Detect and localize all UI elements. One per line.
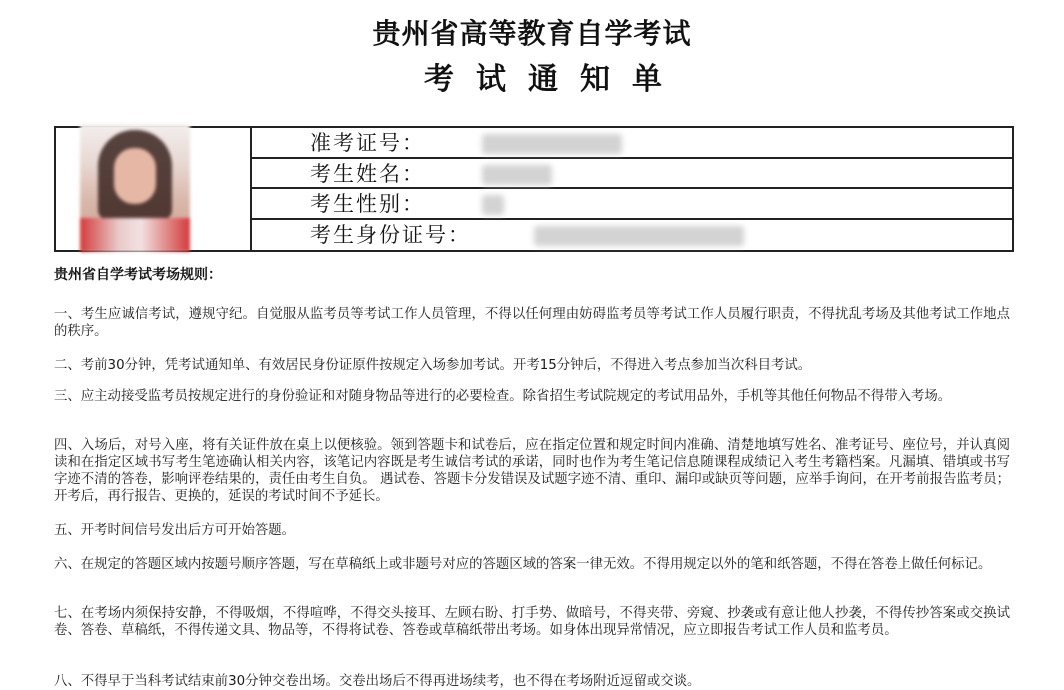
document-title: 贵州省高等教育自学考试 (372, 17, 692, 50)
rules-heading: 贵州省自学考试考场规则： (54, 267, 222, 283)
rule-item-2: 二、考前30分钟，凭考试通知单、有效居民身份证原件按规定入场参加考试。开考15分钟后，不得进入考点参加当次科目考试。 (54, 358, 812, 373)
exam-number-label: 准考证号： (310, 131, 425, 155)
id-number-value-redacted (534, 226, 744, 246)
document-subtitle: 考试通知单 (424, 62, 684, 97)
info-row-gender (250, 189, 1012, 220)
rule-item-4: 四、入场后，对号入座，将有关证件放在桌上以便核验。领到答题卡和试卷后，应在指定位置和规定时间内准确、清楚地填写姓名、准考证号、座位号，并认真阅读和在指定区域书写考生笔迹确认相关内容，该笔记内容既是考生诚信考试的承诺，同时也作为考生笔记信息随课程成绩记入考生考籍档案。凡漏填、错填或书写字迹不清的答卷，影响评卷结果的，责任由考生自负。 遇试卷、答题卡分发错误及试题字迹不清、重印、漏印或缺页等问题，应举手询问，在开考前报告监考员；开考后，再行报告、更换的，延误的考试时间不予延长。 (54, 438, 1010, 504)
info-row-name (250, 159, 1012, 190)
rule-item-6: 六、在规定的答题区域内按题号顺序答题，写在草稿纸上或非题号对应的答题区域的答案一律无效。不得用规定以外的笔和纸答题，不得在答卷上做任何标记。 (54, 557, 992, 572)
info-row-exam-number (250, 128, 1012, 159)
rule-item-5: 五、开考时间信号发出后方可开始答题。 (54, 523, 296, 538)
gender-value-redacted (482, 195, 504, 215)
info-row-id-number (250, 220, 1012, 251)
rule-item-7: 七、在考场内须保持安静，不得吸烟，不得喧哗，不得交头接耳、左顾右盼、打手势、做暗号，不得夹带、旁窥、抄袭或有意让他人抄袭，不得传抄答案或交换试卷、答卷、草稿纸，不得传递文具、物品等，不得将试卷、答卷或草稿纸带出考场。如身体出现异常情况，应立即报告考试工作人员和监考员。 (54, 606, 1010, 638)
candidate-photo (80, 124, 190, 252)
candidate-info-table (54, 126, 1014, 252)
rule-item-1: 一、考生应诚信考试，遵规守纪。自觉服从监考员等考试工作人员管理，不得以任何理由妨碍监考员等考试工作人员履行职责，不得扰乱考场及其他考试工作地点的秩序。 (54, 307, 1010, 339)
id-number-label: 考生身份证号： (310, 222, 471, 247)
gender-label: 考生性别： (310, 192, 425, 216)
rule-item-8: 八、不得早于当科考试结束前30分钟交卷出场。交卷出场后不得再进场续考，也不得在考场附近逗留或交谈。 (54, 674, 701, 689)
photo-cell (56, 128, 252, 250)
name-value-redacted (482, 165, 552, 185)
name-label: 考生姓名： (310, 161, 425, 186)
exam-number-value-redacted (482, 134, 622, 154)
rule-item-3: 三、应主动接受监考员按规定进行的身份验证和对随身物品等进行的必要检查。除省招生考试院规定的考试用品外，手机等其他任何物品不得带入考场。 (54, 389, 952, 404)
